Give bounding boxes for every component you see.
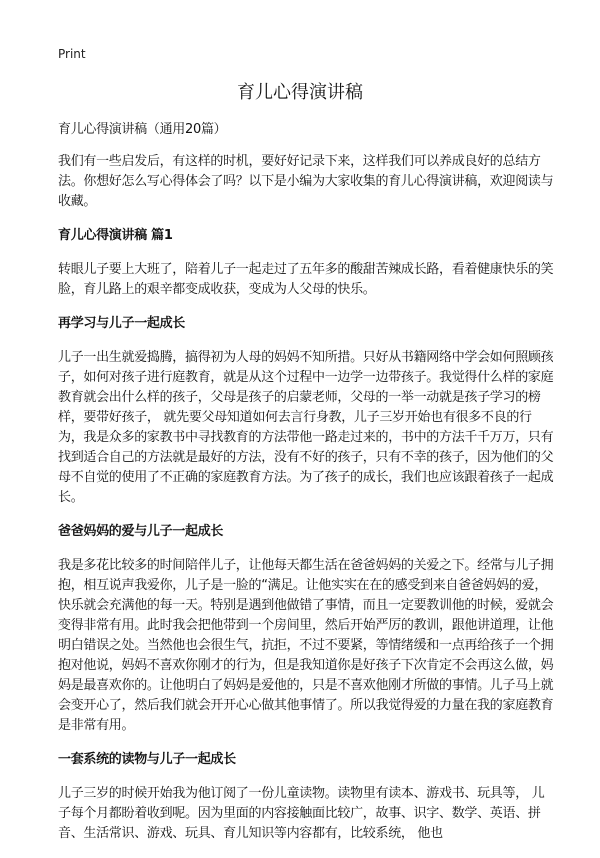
print-link[interactable]: Print bbox=[58, 47, 86, 61]
section-paragraph: 我是多花比较多的时间陪伴儿子，让他每天都生活在爸爸妈妈的关爱之下。经常与儿子拥抱，相互说声我爱你，儿子是一脸的“满足。让他实实在在的感受到来自爸爸妈妈的爱，快乐就会充满他的每一天。特别是遇到他做错了事情，而且一定要教训他的时候，爱就会变得非常有用。此时我会把他带到一个房间里，然后开始严厉的教训，跟他讲道理，让他明白错误之处。当然他也会很生气，抗拒，不过不要紧，等情绪缓和一点再给孩子一个拥抱对他说，妈妈不喜欢你刚才的行为，但是我知道你是好孩子下次肯定不会再这么做，妈妈是最喜欢你的。让他明白了妈妈是爱他的，只是不喜欢他刚才所做的事情。儿子马上就会变开心了，然后我们就会开开心心做其他事情了。所以我觉得爱的力量在我的家庭教育是非常有用。 bbox=[58, 558, 554, 733]
section-heading: 再学习与儿子一起成长 bbox=[58, 316, 186, 331]
section-paragraph: 儿子三岁的时候开始我为他订阅了一份儿童读物。读物里有读本、游戏书、玩具等， 儿子每个月都盼着收到呢。因为里面的内容接触面比较广，故事、识字、数学、英语、拼音、生活常识、游戏、玩具、育儿知识等内容都有，比较系统， 他也 bbox=[58, 786, 545, 841]
section-heading: 育儿心得演讲稿 篇1 bbox=[58, 228, 173, 243]
document-body bbox=[58, 120, 554, 858]
section-heading: 爸爸妈妈的爱与儿子一起成长 bbox=[58, 524, 224, 539]
section-heading: 一套系统的读物与儿子一起成长 bbox=[58, 752, 236, 767]
page-title: 育儿心得演讲稿 bbox=[237, 82, 363, 103]
section-paragraph: 转眼儿子要上大班了，陪着儿子一起走过了五年多的酸甜苦辣成长路，看着健康快乐的笑脸，育儿路上的艰辛都变成收获，变成为人父母的快乐。 bbox=[58, 262, 554, 297]
section-paragraph: 儿子一出生就爱捣腾，搞得初为人母的妈妈不知所措。只好从书籍网络中学会如何照顾孩子，如何对孩子进行庭教育，就是从这个过程中一边学一边带孩子。我觉得什么样的家庭教育就会出什么样的孩子，父母是孩子的启蒙老师，父母的一举一动就是孩子学习的榜样，要带好孩子， 就先要父母知道如何去言行身教，儿子三岁开始也有很多不良的行为，我是众多的家教书中寻找教育的方法带他一路走过来的，书中的方法千千万万，只有找到适合自己的方法就是最好的方法，没有不好的孩子，只有不幸的孩子，因为他们的父母不自觉的使用了不正确的家庭教育方法。为了孩子的成长，我们也应该跟着孩子一起成长。 bbox=[58, 350, 554, 505]
intro-paragraph: 我们有一些启发后，有这样的时机，要好好记录下来，这样我们可以养成良好的总结方法。你想好怎么写心得体会了吗？以下是小编为大家收集的育儿心得演讲稿，欢迎阅读与收藏。 bbox=[58, 154, 554, 209]
document-subtitle: 育儿心得演讲稿（通用20篇） bbox=[58, 122, 227, 137]
